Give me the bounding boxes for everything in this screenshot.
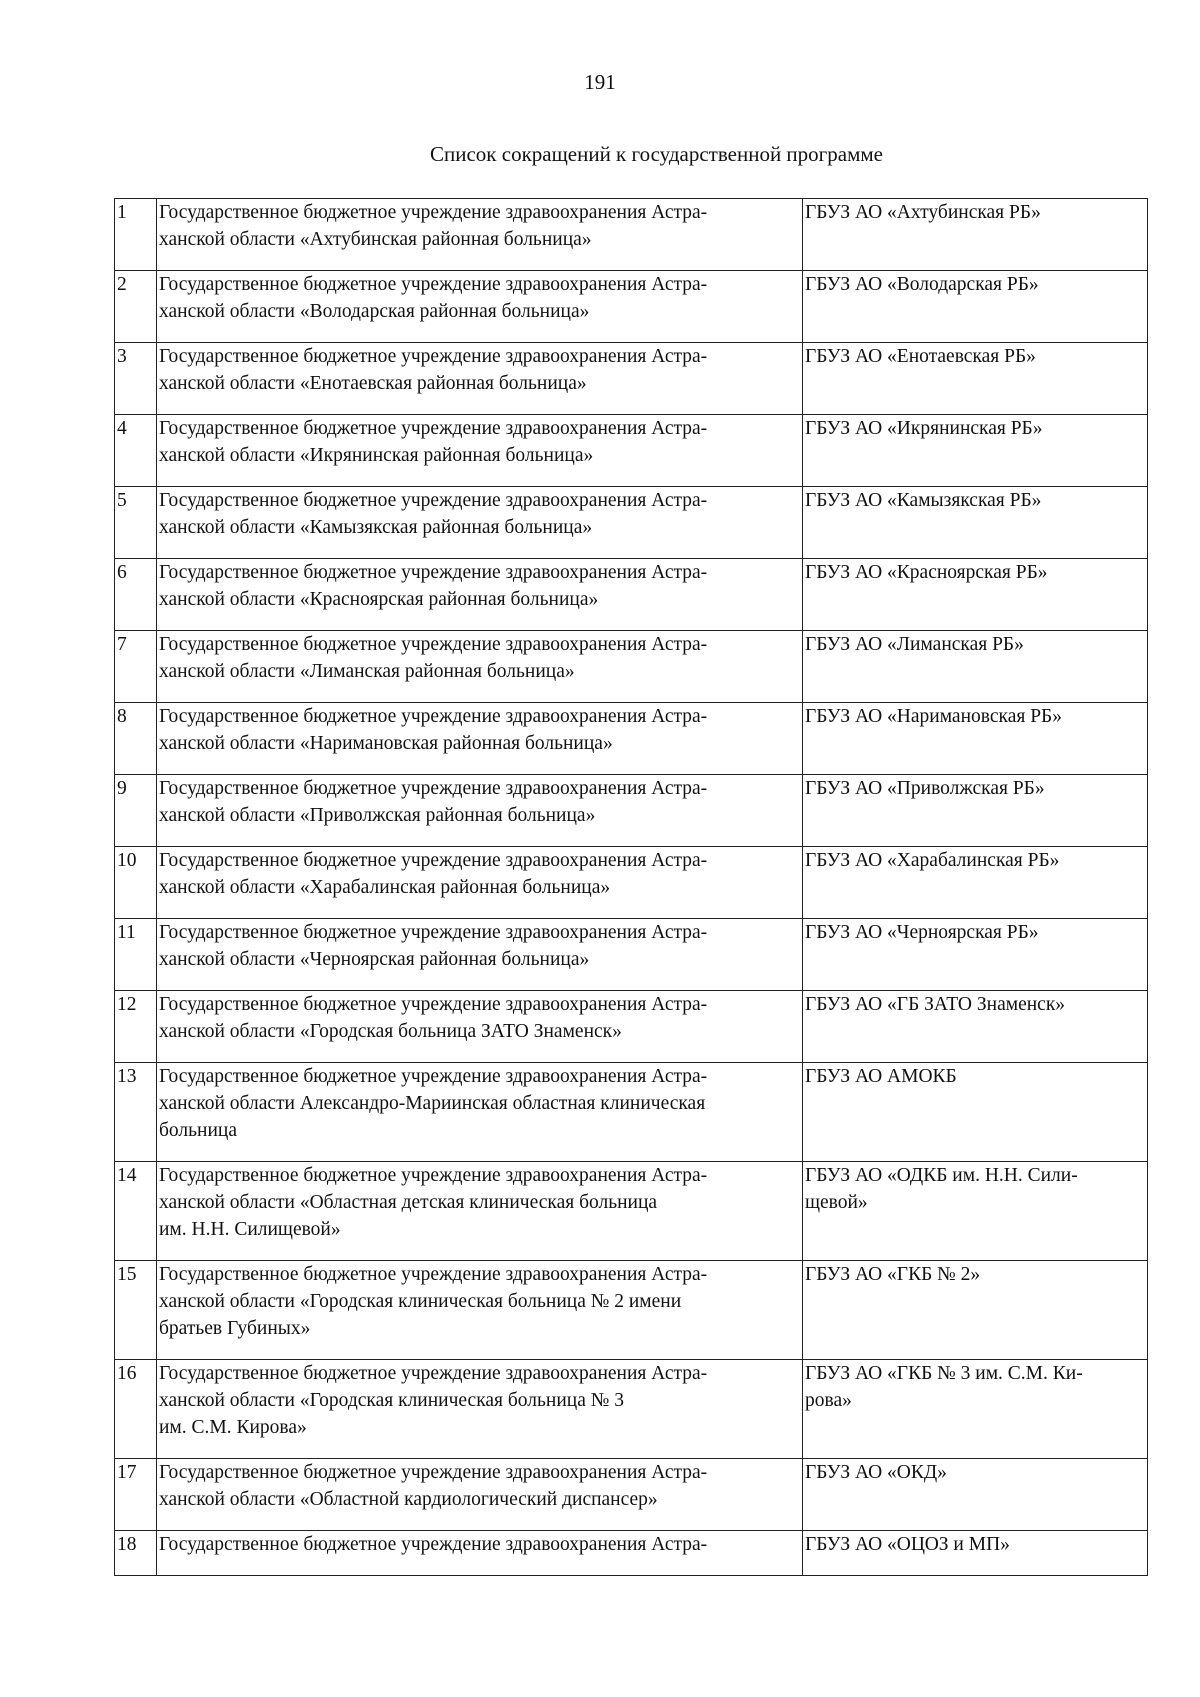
full-name-cell	[157, 847, 803, 919]
abbreviations-table	[114, 198, 1148, 1576]
full-name-line: им. Н.Н. Силищевой»	[159, 1219, 341, 1240]
row-number: 14	[115, 1162, 157, 1261]
full-name-cell	[157, 703, 803, 775]
row-number: 1	[115, 199, 157, 271]
full-name-cell	[157, 559, 803, 631]
abbreviation-line: ГБУЗ АО «ОДКБ им. Н.Н. Сили-	[805, 1165, 1078, 1186]
full-name-line: Государственное бюджетное учреждение здравоохранения Астра-	[159, 778, 708, 799]
abbreviation-line: ГБУЗ АО «ОКД»	[805, 1462, 947, 1483]
full-name-cell	[157, 775, 803, 847]
abbreviation-cell	[803, 199, 1148, 271]
abbreviation-cell	[803, 1360, 1148, 1459]
full-name-line: Государственное бюджетное учреждение здравоохранения Астра-	[159, 1066, 708, 1087]
row-number: 3	[115, 343, 157, 415]
full-name-cell	[157, 631, 803, 703]
row-number: 7	[115, 631, 157, 703]
full-name-cell	[157, 1063, 803, 1162]
table-row	[115, 1459, 1148, 1531]
abbreviation-line: ГБУЗ АО «Черноярская РБ»	[805, 922, 1039, 943]
row-number: 12	[115, 991, 157, 1063]
table-row	[115, 1162, 1148, 1261]
table-row	[115, 1063, 1148, 1162]
full-name-line: братьев Губиных»	[159, 1318, 311, 1339]
abbreviation-cell	[803, 1261, 1148, 1360]
full-name-line: Государственное бюджетное учреждение здравоохранения Астра-	[159, 1363, 708, 1384]
full-name-line: Государственное бюджетное учреждение здравоохранения Астра-	[159, 1534, 708, 1555]
abbreviation-cell	[803, 487, 1148, 559]
full-name-line: больница	[159, 1120, 237, 1141]
full-name-line: Государственное бюджетное учреждение здравоохранения Астра-	[159, 562, 708, 583]
full-name-line: Государственное бюджетное учреждение здравоохранения Астра-	[159, 922, 708, 943]
full-name-cell	[157, 487, 803, 559]
table-row	[115, 199, 1148, 271]
abbreviation-cell	[803, 1531, 1148, 1576]
abbreviation-line: ГБУЗ АО «ГКБ № 3 им. С.М. Ки-	[805, 1363, 1083, 1384]
abbreviation-cell	[803, 559, 1148, 631]
full-name-cell	[157, 1531, 803, 1576]
abbreviation-cell	[803, 271, 1148, 343]
full-name-line: им. С.М. Кирова»	[159, 1417, 307, 1438]
abbreviation-cell	[803, 1162, 1148, 1261]
row-number: 18	[115, 1531, 157, 1576]
full-name-cell	[157, 991, 803, 1063]
table-row	[115, 631, 1148, 703]
full-name-line: Государственное бюджетное учреждение здравоохранения Астра-	[159, 1165, 708, 1186]
abbreviation-cell	[803, 415, 1148, 487]
table-row	[115, 1360, 1148, 1459]
page-number: 191	[584, 70, 616, 94]
row-number: 13	[115, 1063, 157, 1162]
full-name-line: Государственное бюджетное учреждение здравоохранения Астра-	[159, 850, 708, 871]
full-name-line: ханской области «Камызякская районная больница»	[159, 517, 593, 538]
full-name-line: ханской области «Черноярская районная больница»	[159, 949, 590, 970]
abbreviation-line: ГБУЗ АО «Икрянинская РБ»	[805, 418, 1043, 439]
abbreviation-line: ГБУЗ АО «Ахтубинская РБ»	[805, 202, 1041, 223]
full-name-line: ханской области Александро-Мариинская областная клиническая	[159, 1093, 706, 1114]
abbreviation-cell	[803, 919, 1148, 991]
abbreviation-line: щевой»	[805, 1192, 868, 1213]
full-name-line: Государственное бюджетное учреждение здравоохранения Астра-	[159, 346, 708, 367]
full-name-cell	[157, 343, 803, 415]
full-name-line: Государственное бюджетное учреждение здравоохранения Астра-	[159, 490, 708, 511]
row-number: 16	[115, 1360, 157, 1459]
full-name-cell	[157, 1459, 803, 1531]
full-name-line: Государственное бюджетное учреждение здравоохранения Астра-	[159, 202, 708, 223]
row-number: 6	[115, 559, 157, 631]
full-name-line: ханской области «Городская клиническая больница № 2 имени	[159, 1291, 682, 1312]
table-row	[115, 1531, 1148, 1576]
row-number: 17	[115, 1459, 157, 1531]
table-row	[115, 487, 1148, 559]
full-name-line: Государственное бюджетное учреждение здравоохранения Астра-	[159, 1462, 708, 1483]
full-name-cell	[157, 1261, 803, 1360]
table-row	[115, 343, 1148, 415]
full-name-line: ханской области «Наримановская районная больница»	[159, 733, 613, 754]
full-name-cell	[157, 271, 803, 343]
full-name-line: ханской области «Областная детская клиническая больница	[159, 1192, 658, 1213]
row-number: 4	[115, 415, 157, 487]
full-name-line: ханской области «Лиманская районная больница»	[159, 661, 575, 682]
document-title: Список сокращений к государственной программе	[430, 142, 883, 166]
abbreviation-line: ГБУЗ АО «ГКБ № 2»	[805, 1264, 981, 1285]
row-number: 11	[115, 919, 157, 991]
abbreviation-line: ГБУЗ АО «Приволжская РБ»	[805, 778, 1045, 799]
table-row	[115, 703, 1148, 775]
row-number: 2	[115, 271, 157, 343]
full-name-cell	[157, 919, 803, 991]
full-name-cell	[157, 1360, 803, 1459]
abbreviation-line: ГБУЗ АО «Енотаевская РБ»	[805, 346, 1036, 367]
full-name-line: Государственное бюджетное учреждение здравоохранения Астра-	[159, 706, 708, 727]
abbreviation-cell	[803, 343, 1148, 415]
table-row	[115, 415, 1148, 487]
table-row	[115, 991, 1148, 1063]
abbreviations-table-body	[115, 199, 1148, 1576]
row-number: 9	[115, 775, 157, 847]
full-name-line: ханской области «Енотаевская районная больница»	[159, 373, 587, 394]
abbreviation-line: ГБУЗ АО «Харабалинская РБ»	[805, 850, 1060, 871]
abbreviation-line: ГБУЗ АО «Камызякская РБ»	[805, 490, 1042, 511]
full-name-line: ханской области «Икрянинская районная больница»	[159, 445, 594, 466]
full-name-line: ханской области «Областной кардиологический диспансер»	[159, 1489, 658, 1510]
full-name-line: Государственное бюджетное учреждение здравоохранения Астра-	[159, 994, 708, 1015]
full-name-line: ханской области «Приволжская районная больница»	[159, 805, 596, 826]
abbreviation-line: рова»	[805, 1390, 852, 1411]
full-name-line: ханской области «Городская больница ЗАТО Знаменск»	[159, 1021, 622, 1042]
full-name-line: ханской области «Харабалинская районная больница»	[159, 877, 611, 898]
abbreviation-line: ГБУЗ АО «ОЦОЗ и МП»	[805, 1534, 1010, 1555]
full-name-line: Государственное бюджетное учреждение здравоохранения Астра-	[159, 1264, 708, 1285]
full-name-line: ханской области «Ахтубинская районная больница»	[159, 229, 592, 250]
full-name-line: ханской области «Красноярская районная больница»	[159, 589, 599, 610]
table-row	[115, 271, 1148, 343]
table-row	[115, 847, 1148, 919]
abbreviation-line: ГБУЗ АО «Красноярская РБ»	[805, 562, 1048, 583]
abbreviation-cell	[803, 775, 1148, 847]
abbreviation-cell	[803, 991, 1148, 1063]
abbreviation-cell	[803, 847, 1148, 919]
abbreviation-line: ГБУЗ АО «Володарская РБ»	[805, 274, 1039, 295]
table-row	[115, 1261, 1148, 1360]
abbreviation-cell	[803, 631, 1148, 703]
abbreviation-line: ГБУЗ АО «ГБ ЗАТО Знаменск»	[805, 994, 1066, 1015]
row-number: 10	[115, 847, 157, 919]
full-name-line: Государственное бюджетное учреждение здравоохранения Астра-	[159, 418, 708, 439]
full-name-cell	[157, 1162, 803, 1261]
abbreviation-line: ГБУЗ АО АМОКБ	[805, 1066, 957, 1087]
full-name-cell	[157, 199, 803, 271]
row-number: 15	[115, 1261, 157, 1360]
abbreviation-line: ГБУЗ АО «Наримановская РБ»	[805, 706, 1062, 727]
full-name-line: ханской области «Городская клиническая больница № 3	[159, 1390, 624, 1411]
row-number: 8	[115, 703, 157, 775]
full-name-line: Государственное бюджетное учреждение здравоохранения Астра-	[159, 274, 708, 295]
table-row	[115, 775, 1148, 847]
full-name-line: Государственное бюджетное учреждение здравоохранения Астра-	[159, 634, 708, 655]
abbreviation-cell	[803, 1063, 1148, 1162]
abbreviation-cell	[803, 1459, 1148, 1531]
table-row	[115, 919, 1148, 991]
abbreviation-line: ГБУЗ АО «Лиманская РБ»	[805, 634, 1024, 655]
full-name-cell	[157, 415, 803, 487]
table-row	[115, 559, 1148, 631]
row-number: 5	[115, 487, 157, 559]
abbreviation-cell	[803, 703, 1148, 775]
full-name-line: ханской области «Володарская районная больница»	[159, 301, 590, 322]
